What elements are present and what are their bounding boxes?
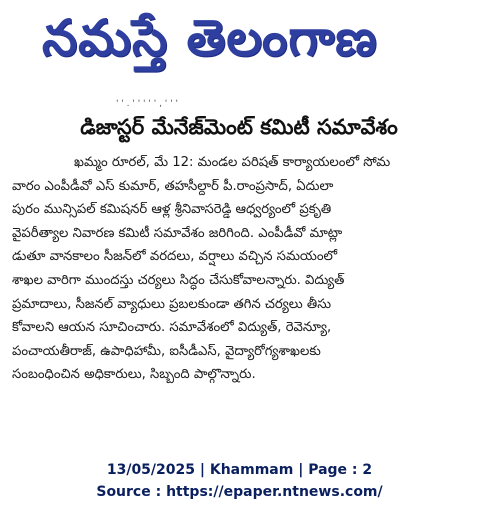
masthead: [6, 4, 472, 74]
cutoff-text: ' ' . ' ' ' ' ' , ' ' ': [116, 99, 178, 107]
body-line: కోవాలని ఆయన సూచించారు. సమావేశంలో విద్యుత్, రెవెన్యూ,: [12, 320, 332, 336]
body-line: ప్రమాదాలు, సీజనల్ వ్యాధులు ప్రబలకుండా తగిన చర్యలు తీసు: [12, 296, 332, 312]
body-line: సంబంధించిన అధికారులు, సిబ్బంది పాల్గొన్నారు.: [12, 367, 256, 383]
article-body: [12, 151, 466, 387]
body-line: పంచాయతీరాజ్, ఉపాధిహామీ, ఐసీడీఎస్, వైద్యారోగ్యశాఖలకు: [12, 343, 321, 359]
footer-meta: 13/05/2025 | Khammam | Page : 2: [106, 462, 373, 478]
body-line: శాఖల వారిగా ముందస్తు చర్యలు సిద్ధం చేసుకోవాలన్నారు. విద్యుత్: [12, 272, 345, 288]
masthead-title: నమస్తే తెలంగాణ: [42, 9, 378, 67]
body-line: ఖమ్మం రూరల్, మే 12: మండల పరిషత్ కార్యాయలంలో సోమ: [74, 155, 391, 170]
body-line: డుతూ వానకాలం సీజన్‌లో వరదలు, వర్షాలు వచ్చిన సమయంలో: [12, 249, 338, 265]
news-clipping: [6, 4, 472, 450]
footer-source: Source : https://epaper.ntnews.com/: [96, 484, 383, 500]
article-headline: డిజాస్టర్ మేనేజ్‌మెంట్ కమిటీ సమావేశం: [80, 115, 398, 139]
body-line: పురం మున్సిపల్ కమిషనర్ ఆళ్ల శ్రీనివాసరెడ్డి ఆధ్వర్యంలో ప్రకృతి: [12, 202, 332, 218]
body-line: వారం ఎంపీడీవో ఎస్ కుమార్, తహసీల్దార్ పీ.రాంప్రసాద్, ఏదులా: [12, 178, 334, 194]
body-line: వైపరీత్యాల నివారణ కమిటీ సమావేశం జరిగింది. ఎంపీడీవో మాట్లా: [12, 225, 343, 241]
